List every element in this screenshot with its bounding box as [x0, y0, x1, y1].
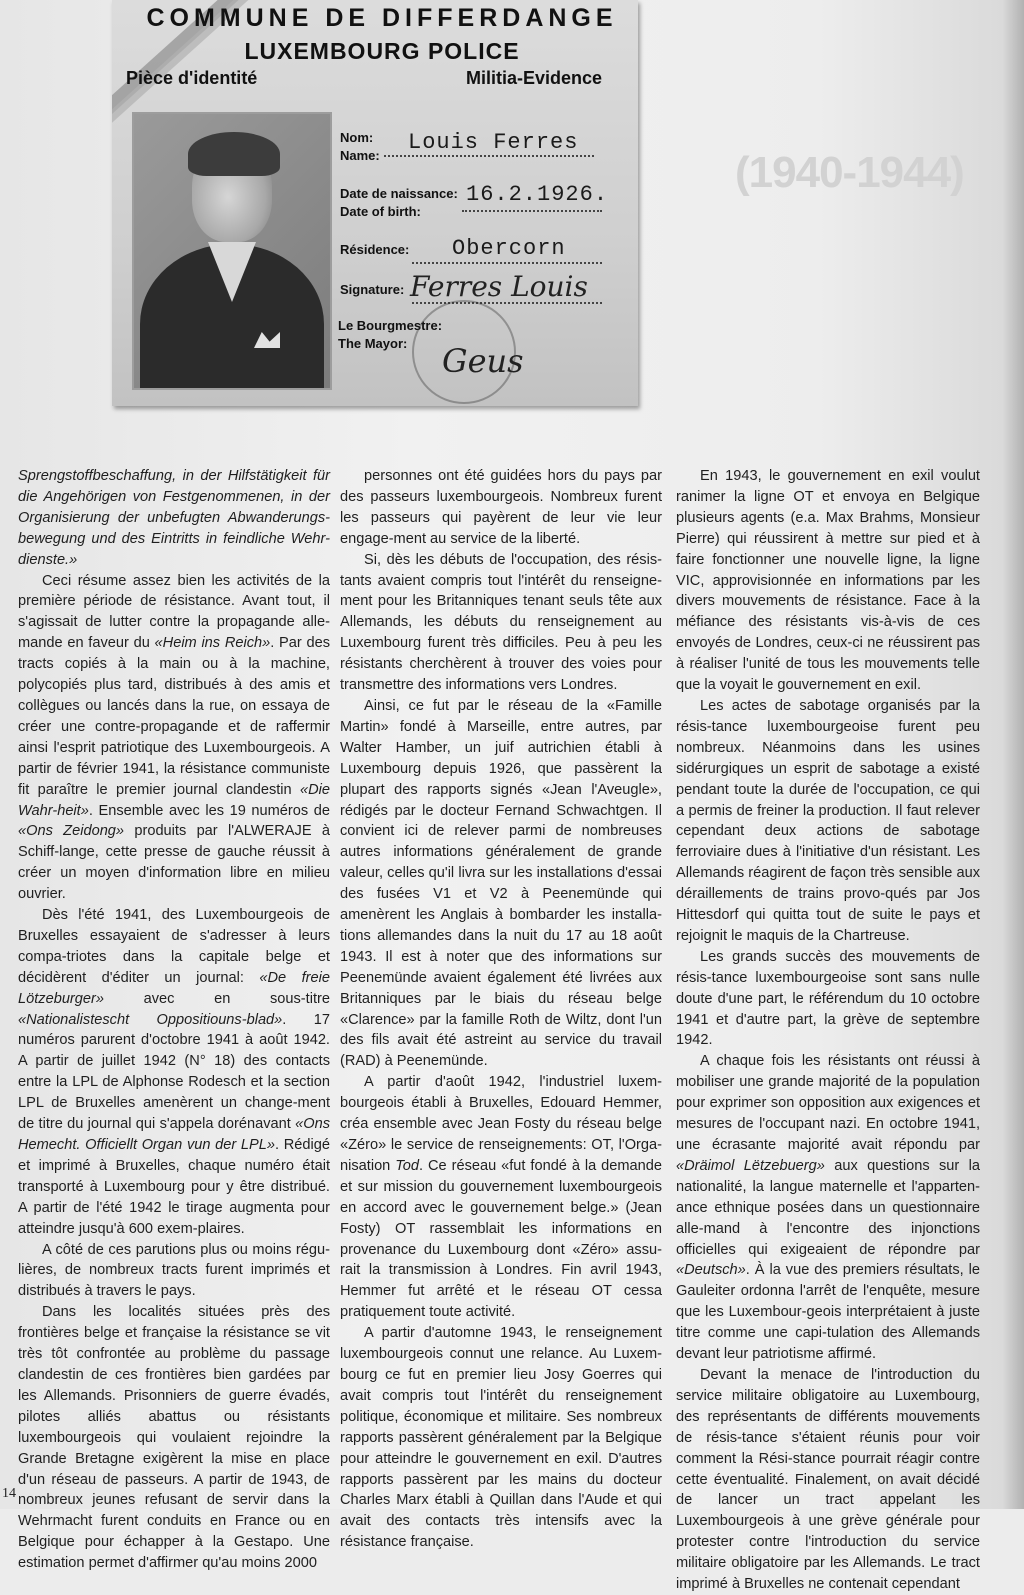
- paragraph: Dans les localités situées près des frontières belge et française la résistance se vit très tôt confrontée au problème du passage clandestin de ces frontières bien gardées par les Allemands. Prisonniers de guerre évadés, pilotes alliés abattus ou résistants luxembourgeois qui voulaient rejoindre la Grande Bretagne exigèrent la mise en place d'un réseau de passeurs. A partir de 1943, de nombreux jeunes refusant de servir dans la Wehrmacht furent conduits en France ou en Belgique pour échapper à la Gestapo. Une estimation permet d'affirmer qu'au moins 2000: [18, 1304, 330, 1572]
- residence-label: Résidence:: [340, 242, 410, 257]
- residence-value: Obercorn: [452, 236, 566, 261]
- holder-signature: Ferres Louis: [410, 270, 588, 303]
- paragraph: Dès l'été 1941, des Luxembourgeois de Bruxelles essayaient de s'adresser à leurs compa-triotes dans la capitale belge et décidèrent d'éditer un journal: «De freie Lötzeburger» avec en sous-titre «Nationalistescht Oppositiouns-blad». 17 numéros parurent d'octobre 1941 à août 1942. A partir de juillet 1942 (N° 18) des contacts entre la LPL de Alphonse Rodesch et la section LPL de Bruxelles amenèrent un change-ment de titre du journal qui s'appela dorénavant «Ons Hemecht. Officiellt Organ vun der LPL». Rédigé et imprimé à Bruxelles, chaque numéro était transporté à Luxembourg pour y être distribué. A partir de l'été 1942 le tirage augmenta pour atteindre jusqu'à 600 exem-plaires.: [18, 907, 330, 1237]
- mayor-signature: Geus: [442, 342, 524, 380]
- paragraph: Les actes de sabotage organisés par la résis-tance luxembourgeoise furent peu nombreux. Néanmoins dans les usines sidérurgiques un esprit de sabotage a existé pendant toute la durée de l'occupation, ce qui a permis de freiner la production. Il faut relever cependant deux actions de sabotage ferroviaire dues à l'initiative d'un résistant. Les Allemands réagirent de façon très sensible aux déraillements de trains provo-qués par Jos Hittesdorf qui quitta tout de suite le pays et rejoignit le maquis de la Chartreuse.: [676, 697, 980, 944]
- card-doc-type-en: Militia-Evidence: [465, 68, 602, 88]
- name-dotted-line: [384, 155, 594, 157]
- background-years-text: (1940-1944): [735, 148, 964, 197]
- card-doc-type-fr: Pièce d'identité: [126, 68, 258, 88]
- residence-dotted-line: [412, 262, 602, 264]
- paragraph: personnes ont été guidées hors du pays par des passeurs luxembourgeois. Nombreux furent les passeurs qui payèrent de leur vie leur engage-ment au service de la liberté.: [340, 468, 662, 547]
- paragraph: Devant la menace de l'introduction du service militaire obligatoire au Luxembourg, des représentants de différents mouvements de résis-tance s'étaient réunis pour voir comment la Rési-stance pourrait réagir contre cette éventualité. Finalement, on avait décidé de lancer un tract appelant les Luxembourgeois à une grève générale pour protester contre l'introduction du service militaire obligatoire par les Allemands. Le tract imprimé à Bruxelles ne contenait cependant: [676, 1366, 980, 1593]
- card-police-title: LUXEMBOURG POLICE: [244, 38, 520, 64]
- article-column-1: [18, 466, 330, 1574]
- paragraph: Sprengstoffbeschaffung, in der Hilfstätigkeit für die Angehörigen von Festgenommenen, in der Organisierung der unbefugten Abwanderungs-bewegung und des Eintritts in feindliche Wehr-dienste.»: [18, 468, 330, 568]
- paragraph: Si, dès les débuts de l'occupation, des résis-tants avaient compris tout l'intérêt du renseigne-ment pour les Britanniques tenant seuls tête aux Allemands, les débuts du renseignement au Luxembourg furent très difficiles. Peu à peu les résistants cherchèrent à trouver des voies pour transmettre des informations vers Londres.: [340, 551, 662, 694]
- signature-label: Signature:: [340, 282, 405, 297]
- name-value: Louis Ferres: [408, 130, 579, 155]
- paragraph: A côté de ces parutions plus ou moins régu-lières, de nombreux tracts furent imprimés et distribués à travers le pays.: [18, 1241, 330, 1300]
- paragraph: A partir d'automne 1943, le renseignement luxembourgeois connut une relance. Au Luxem-bourg ce fut en premier lieu Josy Goerres qui avait compris tout l'intérêt du renseignement politique, économique et militaire. Ses nombreux rapports passèrent généralement par la Belgique pour atteindre le gouvernement en exil. D'autres rapports passèrent par les mains du docteur Charles Marx établi à Quillan dans l'Aude et qui avait des contacts très intensifs avec la résistance française.: [340, 1325, 662, 1551]
- paragraph: Ceci résume assez bien les activités de la première période de résistance. Avant tout, il s'agissait de lutter contre la propagande alle-mande en faveur du «Heim ins Reich». Par des tracts copiés à la main ou à la machine, polycopiés plus tard, distribués à des amis et collègues ou lancés dans la rue, on essaya de créer une contre-propagande et de raffermir ainsi l'esprit patriotique des Luxembourgeois. A partir de février 1941, la résistance communiste fit paraître le premier journal clandestin «Die Wahr-heit». Ensemble avec les 19 numéros de «Ons Zeidong» produits par l'ALWERAJE à Schiff-lange, cette presse de gauche réussit à créer un moyen d'information libre en milieu ouvrier.: [18, 572, 330, 903]
- dob-label-fr: Date de naissance:: [340, 186, 458, 201]
- mayor-label-en: The Mayor:: [338, 336, 408, 351]
- photo-hair: [188, 132, 280, 176]
- card-commune-title: COMMUNE DE DIFFERDANGE: [146, 4, 618, 32]
- name-label-fr: Nom:: [340, 130, 374, 145]
- mayor-label-fr: Le Bourgmestre:: [338, 318, 443, 333]
- paragraph: En 1943, le gouvernement en exil voulut ranimer la ligne OT et envoya en Belgique plusieurs agents (e.a. Max Brahms, Monsieur Pierre) qui réussirent à mettre sur pied et à faire fonctionner une nouvelle ligne, la ligne VIC, approvisionnée en informations par les divers mouvements de résistance. Face à la méfiance des résistants vis-à-vis de ces envoyés de Londres, ceux-ci ne réussirent pas à réaliser l'unité de tous les mouvements telle que la voyait le gouvernement en exil.: [676, 468, 980, 694]
- paragraph: Les grands succès des mouvements de résis-tance luxembourgeoise sont sans nulle doute d'une part, le référendum du 10 octobre 1941 et d'autre part, la grève de septembre 1942.: [676, 948, 980, 1049]
- article-column-2: [340, 466, 662, 1553]
- article-column-3: [676, 466, 980, 1595]
- portrait-photo: [132, 112, 332, 390]
- page-number: 14: [2, 1486, 16, 1501]
- signature-dotted-line: [412, 302, 602, 304]
- paragraph: A partir d'août 1942, l'industriel luxem-bourgeois établi à Bruxelles, Edouard Hemmer, créa ensemble avec Jean Fosty du réseau belge «Zéro» le service de renseignements: OT, l'Orga-nisation Tod. Ce réseau «fut fondé à la demande et sur mission du gouvernement luxembourgeois en accord avec le gouvernement belge.» (Jean Fosty) OT rassemblait les informations en provenance du Luxembourg dont «Zéro» assu-rait la transmission à Londres. Fin avril 1943, Hemmer fut arrêté et le réseau OT cessa pratiquement toute activité.: [340, 1074, 663, 1321]
- dob-dotted-line: [462, 210, 602, 212]
- dob-label-en: Date of birth:: [340, 204, 421, 219]
- paragraph: A chaque fois les résistants ont réussi à mobiliser une grande majorité de la population pour exprimer son opposition aux exigences et mesures de l'occupant nazi. En octobre 1941, une écrasante majorité avait répondu par «Dräimol Lëtzebuerg» aux questions sur la nationalité, la langue maternelle et l'apparten-ance ethnique posées dans un questionnaire alle-mand à l'encontre des injonctions officielles qui exigeaient de répondre par «Deutsch». À la vue des premiers résultats, le Gauleiter ordonna l'arrêt de l'enquête, mesure que les Luxembour-geois interprétaient à juste titre comme une capi-tulation des Allemands devant leur patriotisme affirmé.: [676, 1053, 980, 1363]
- dob-value: 16.2.1926.: [466, 182, 609, 207]
- paragraph: Ainsi, ce fut par le réseau de la «Famille Martin» fondé à Marseille, entre autres, par Walter Hamber, un juif autrichien établi à Luxembourg depuis 1926, que passèrent la plupart des rapports signés «Jean l'Aveugle», rédigés par le docteur Fernand Schwachtgen. Il convient ici de relever parmi de nombreuses autres informations généralement de grande valeur, celles qu'il livra sur les installations d'essai des fusées V1 et V2 à Peenemünde qui amenèrent les Anglais à bombarder les installa-tions allemandes dans la nuit du 17 au 18 août 1943. Il est à noter que des informations sur Peenemünde avaient également été livrées aux Britanniques par le biais du réseau belge «Clarence» par la famille Roth de Wiltz, dont l'un des fils avait été astreint au service du travail (RAD) à Peenemünde.: [340, 697, 662, 1070]
- name-label-en: Name:: [340, 148, 380, 163]
- identity-card: [112, 0, 638, 406]
- page-edge-shadow: [1002, 0, 1024, 1509]
